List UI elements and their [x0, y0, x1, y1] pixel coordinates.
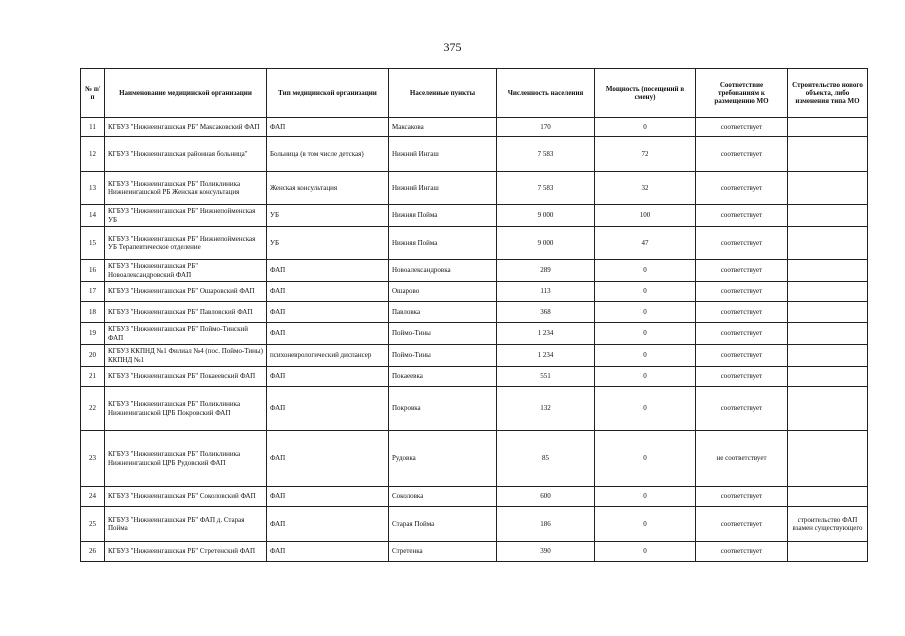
table-row — [81, 227, 868, 260]
settlement: Покаеевка — [389, 367, 497, 387]
organization-name: КГБУЗ "Нижнеингашская РБ" Максаковский ФАП — [105, 118, 267, 137]
organization-name: КГБУЗ "Нижнеингашская РБ" Поймо-Тинский ФАП — [105, 323, 267, 345]
settlement: Поймо-Тины — [389, 345, 497, 367]
row-number: 14 — [81, 205, 105, 227]
organization-name: КГБУЗ "Нижнеингашская РБ" Нижнепойменская УБ — [105, 205, 267, 227]
compliance-status: соответствует — [696, 323, 788, 345]
organization-name: КГБУЗ "Нижнеингашская РБ" Покаеевский ФАП — [105, 367, 267, 387]
population: 85 — [497, 431, 595, 487]
organization-name: КГБУЗ "Нижнеингашская РБ" Поликлиника Нижнеингашской ЦРБ Покровский ФАП — [105, 387, 267, 431]
population: 170 — [497, 118, 595, 137]
construction-note — [788, 227, 868, 260]
table-row — [81, 172, 868, 205]
settlement: Ошарово — [389, 282, 497, 302]
settlement: Новоалександровка — [389, 260, 497, 282]
capacity: 0 — [595, 260, 696, 282]
organization-name: КГБУЗ "Нижнеингашская РБ" Стретенский ФАП — [105, 542, 267, 562]
organization-name: КГБУЗ "Нижнеингашская районная больница" — [105, 137, 267, 172]
organization-type: ФАП — [267, 118, 389, 137]
population: 113 — [497, 282, 595, 302]
table-row — [81, 302, 868, 323]
compliance-status: соответствует — [696, 367, 788, 387]
compliance-status: соответствует — [696, 302, 788, 323]
capacity: 47 — [595, 227, 696, 260]
table-row — [81, 431, 868, 487]
row-number: 12 — [81, 137, 105, 172]
row-number: 16 — [81, 260, 105, 282]
organization-type: УБ — [267, 227, 389, 260]
capacity: 0 — [595, 302, 696, 323]
organization-name: КГБУЗ ККПНД №1 Филиал №4 (пос. Поймо-Тины) ККПНД №1 — [105, 345, 267, 367]
construction-note — [788, 172, 868, 205]
settlement: Павловка — [389, 302, 497, 323]
row-number: 19 — [81, 323, 105, 345]
construction-note — [788, 542, 868, 562]
organization-type: ФАП — [267, 431, 389, 487]
construction-note — [788, 387, 868, 431]
table-body — [81, 118, 868, 562]
compliance-status: соответствует — [696, 345, 788, 367]
organization-name: КГБУЗ "Нижнеингашская РБ" Ошаровский ФАП — [105, 282, 267, 302]
settlement: Стретенка — [389, 542, 497, 562]
organization-type: ФАП — [267, 542, 389, 562]
header-settlements: Населенные пункты — [389, 69, 497, 118]
header-capacity: Мощность (посещений в смену) — [595, 69, 696, 118]
compliance-status: соответствует — [696, 205, 788, 227]
construction-note — [788, 345, 868, 367]
row-number: 24 — [81, 487, 105, 507]
capacity: 32 — [595, 172, 696, 205]
table-row — [81, 345, 868, 367]
table-row — [81, 323, 868, 345]
compliance-status: соответствует — [696, 507, 788, 542]
capacity: 0 — [595, 431, 696, 487]
settlement: Старая Пойма — [389, 507, 497, 542]
header-construction: Строительство нового объекта, либо изменения типа МО — [788, 69, 868, 118]
capacity: 72 — [595, 137, 696, 172]
medical-organizations-table — [80, 68, 868, 562]
compliance-status: соответствует — [696, 172, 788, 205]
construction-note — [788, 302, 868, 323]
compliance-status: соответствует — [696, 487, 788, 507]
organization-type: ФАП — [267, 260, 389, 282]
settlement: Нижний Ингаш — [389, 137, 497, 172]
capacity: 0 — [595, 345, 696, 367]
organization-type: ФАП — [267, 282, 389, 302]
population: 390 — [497, 542, 595, 562]
table-row — [81, 205, 868, 227]
population: 368 — [497, 302, 595, 323]
capacity: 0 — [595, 118, 696, 137]
organization-type: ФАП — [267, 323, 389, 345]
organization-type: Женская консультация — [267, 172, 389, 205]
compliance-status: соответствует — [696, 227, 788, 260]
capacity: 0 — [595, 387, 696, 431]
row-number: 11 — [81, 118, 105, 137]
row-number: 21 — [81, 367, 105, 387]
row-number: 26 — [81, 542, 105, 562]
organization-type: ФАП — [267, 302, 389, 323]
capacity: 0 — [595, 367, 696, 387]
compliance-status: соответствует — [696, 260, 788, 282]
row-number: 13 — [81, 172, 105, 205]
population: 7 583 — [497, 172, 595, 205]
row-number: 18 — [81, 302, 105, 323]
table-row — [81, 542, 868, 562]
organization-name: КГБУЗ "Нижнеингашская РБ" Нижнепойменская УБ Терапевтическое отделение — [105, 227, 267, 260]
header-population: Численность населения — [497, 69, 595, 118]
header-organization-type: Тип медицинской организации — [267, 69, 389, 118]
organization-name: КГБУЗ "Нижнеингашская РБ" ФАП д. Старая Пойма — [105, 507, 267, 542]
organization-type: Больница (в том числе детская) — [267, 137, 389, 172]
population: 186 — [497, 507, 595, 542]
row-number: 25 — [81, 507, 105, 542]
population: 1 234 — [497, 345, 595, 367]
population: 9 000 — [497, 227, 595, 260]
construction-note — [788, 260, 868, 282]
organization-type: ФАП — [267, 507, 389, 542]
table-row — [81, 282, 868, 302]
table-row — [81, 387, 868, 431]
settlement: Рудовка — [389, 431, 497, 487]
settlement: Нижняя Пойма — [389, 205, 497, 227]
population: 132 — [497, 387, 595, 431]
organization-name: КГБУЗ "Нижнеингашская РБ" Поликлиника Нижнеингашской ЦРБ Рудовский ФАП — [105, 431, 267, 487]
row-number: 23 — [81, 431, 105, 487]
population: 7 583 — [497, 137, 595, 172]
population: 289 — [497, 260, 595, 282]
table-row — [81, 118, 868, 137]
construction-note — [788, 367, 868, 387]
row-number: 17 — [81, 282, 105, 302]
organization-name: КГБУЗ "Нижнеингашская РБ" Соколовский ФАП — [105, 487, 267, 507]
capacity: 0 — [595, 487, 696, 507]
organization-type: УБ — [267, 205, 389, 227]
row-number: 15 — [81, 227, 105, 260]
table-row — [81, 367, 868, 387]
construction-note: строительство ФАП взамен существующего — [788, 507, 868, 542]
row-number: 22 — [81, 387, 105, 431]
construction-note — [788, 431, 868, 487]
settlement: Соколовка — [389, 487, 497, 507]
table-header-row — [81, 69, 868, 118]
population: 1 234 — [497, 323, 595, 345]
capacity: 100 — [595, 205, 696, 227]
compliance-status: соответствует — [696, 542, 788, 562]
construction-note — [788, 205, 868, 227]
organization-name: КГБУЗ "Нижнеингашская РБ" Новоалександровский ФАП — [105, 260, 267, 282]
table-row — [81, 507, 868, 542]
compliance-status: соответствует — [696, 137, 788, 172]
header-number: № п/п — [81, 69, 105, 118]
construction-note — [788, 487, 868, 507]
header-compliance: Соответствие требованиям к размещению МО — [696, 69, 788, 118]
settlement: Максакова — [389, 118, 497, 137]
compliance-status: соответствует — [696, 118, 788, 137]
capacity: 0 — [595, 507, 696, 542]
table-row — [81, 487, 868, 507]
settlement: Поймо-Тины — [389, 323, 497, 345]
compliance-status: не соответствует — [696, 431, 788, 487]
compliance-status: соответствует — [696, 282, 788, 302]
capacity: 0 — [595, 323, 696, 345]
compliance-status: соответствует — [696, 387, 788, 431]
construction-note — [788, 323, 868, 345]
construction-note — [788, 282, 868, 302]
settlement: Нижняя Пойма — [389, 227, 497, 260]
row-number: 20 — [81, 345, 105, 367]
page-number: 375 — [443, 40, 462, 54]
population: 600 — [497, 487, 595, 507]
capacity: 0 — [595, 542, 696, 562]
construction-note — [788, 118, 868, 137]
table-row — [81, 137, 868, 172]
organization-type: ФАП — [267, 487, 389, 507]
organization-type: психоневрологический диспансер — [267, 345, 389, 367]
population: 551 — [497, 367, 595, 387]
population: 9 000 — [497, 205, 595, 227]
table-row — [81, 260, 868, 282]
header-organization: Наименование медицинской организации — [105, 69, 267, 118]
organization-name: КГБУЗ "Нижнеингашская РБ" Павловский ФАП — [105, 302, 267, 323]
settlement: Нижний Ингаш — [389, 172, 497, 205]
construction-note — [788, 137, 868, 172]
organization-type: ФАП — [267, 367, 389, 387]
capacity: 0 — [595, 282, 696, 302]
settlement: Покровка — [389, 387, 497, 431]
organization-type: ФАП — [267, 387, 389, 431]
organization-name: КГБУЗ "Нижнеингашская РБ" Поликлиника Нижнеингашской РБ Женская консультация — [105, 172, 267, 205]
